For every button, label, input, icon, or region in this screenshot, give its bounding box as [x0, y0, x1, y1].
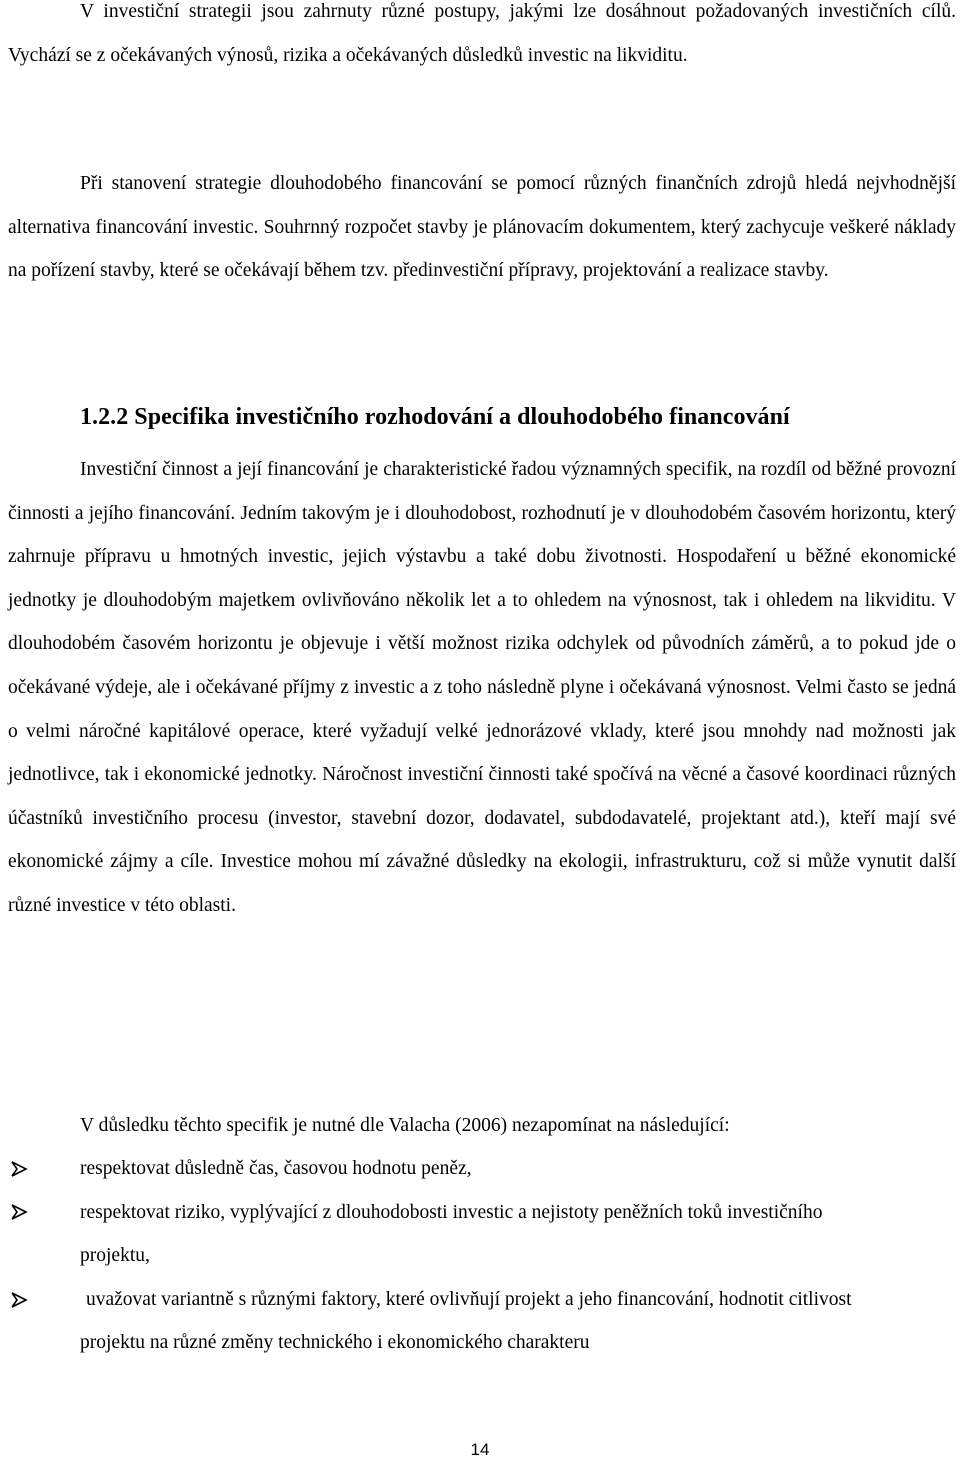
section-heading: 1.2.2 Specifika investičního rozhodování a dlouhodobého financování [80, 404, 790, 430]
list-item [0, 1191, 880, 1278]
list-item [0, 1278, 880, 1365]
list-item-text: respektovat důsledně čas, časovou hodnotu peněz, [80, 1158, 472, 1179]
arrowhead-bullet-icon [8, 1191, 30, 1235]
paragraph-investment-specifics: Investiční činnost a její financování je charakteristické řadou významných specifik, na rozdíl od běžné provozní činnosti a jejího financování. Jedním takovým je i dlouhodobost, rozhodnutí je v dlouhodobém časovém horizontu, který zahrnuje přípravu u hmotných investic, jejich výstavbu a také dobu životnosti. Hospodaření u běžné ekonomické jednotky je dlouhodobým majetkem ovlivňováno několik let a to ohledem na výnosnost, tak i ohledem na likviditu. V dlouhodobém časovém horizontu je objevuje i větší možnost rizika odchylek od původních záměrů, a to pokud jde o očekávané výdeje, ale i očekávané příjmy z investic a z toho následně plyne i očekávaná výnosnost. Velmi často se jedná o velmi náročné kapitálové operace, které vyžadují velké jednorázové vklady, které jsou mnohdy nad možnosti jak jednotlivce, tak i ekonomické jednotky. Náročnost investiční činnosti také spočívá na věcné a časové koordinaci různých účastníků investičního procesu (investor, stavební dozor, dodavatel, subdodavatelé, projektant atd.), kteří mají své ekonomické zájmy a cíle. Investice mohou mí závažné důsledky na ekologii, infrastrukturu, což si může vynutit další různé investice v této oblasti. [8, 459, 956, 916]
bullet-list [0, 1147, 960, 1365]
arrowhead-bullet-icon [8, 1147, 30, 1191]
arrowhead-bullet-icon [8, 1278, 30, 1322]
list-item-text: respektovat riziko, vyplývající z dlouhodobosti investic a nejistoty peněžních toků investičního projektu, [80, 1201, 823, 1267]
list-intro: V důsledku těchto specifik je nutné dle Valacha (2006) nezapomínat na následující: [80, 1115, 730, 1136]
paragraph-long-term-financing: Při stanovení strategie dlouhodobého financování se pomocí různých finančních zdrojů hledá nejvhodnější alternativa financování investic. Souhrnný rozpočet stavby je plánovacím dokumentem, který zachycuje veškeré náklady na pořízení stavby, které se očekávají během tzv. předinvestiční přípravy, projektování a realizace stavby. [8, 173, 956, 282]
list-item-text: uvažovat variantně s různými faktory, které ovlivňují projekt a jeho financování, hodnotit citlivost projektu na různé změny technického i ekonomického charakteru [80, 1288, 852, 1354]
paragraph-investment-strategy: V investiční strategii jsou zahrnuty různé postupy, jakými lze dosáhnout požadovaných investičních cílů. Vychází se z očekávaných výnosů, rizika a očekávaných důsledků investic na likviditu. [8, 1, 956, 66]
page-number: 14 [470, 1440, 490, 1459]
list-item [0, 1147, 880, 1191]
